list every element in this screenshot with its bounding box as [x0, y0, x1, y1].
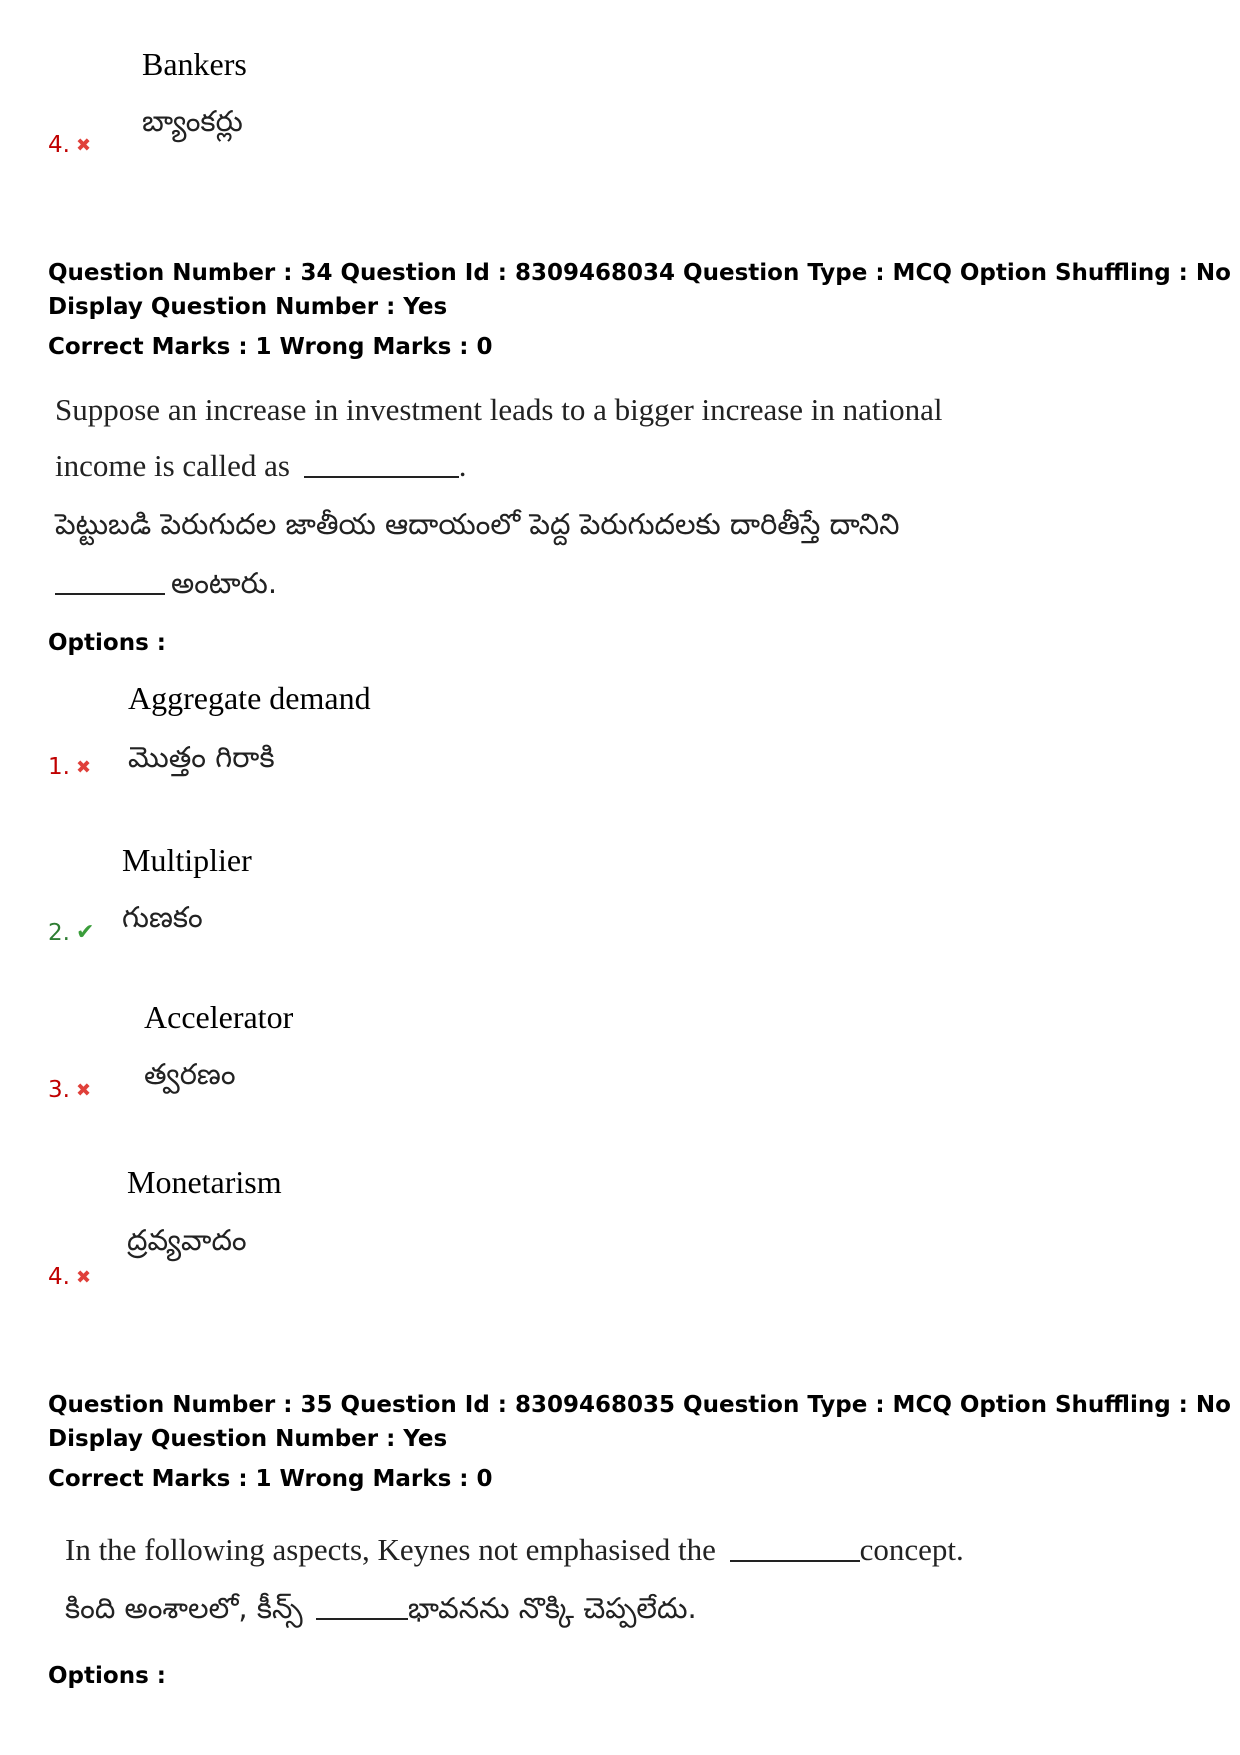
q35-text-en-before: In the following aspects, Keynes not emphasised the: [65, 1532, 716, 1567]
q34-text-en-line2-end: .: [458, 448, 467, 483]
cross-icon: ✖: [75, 1267, 92, 1288]
q34-options-label: Options :: [48, 630, 166, 656]
option-telugu: మొత్తం గిరాకి: [128, 740, 275, 774]
option-number-wrap: [48, 918, 94, 948]
option-number-wrap: [48, 1262, 94, 1293]
option-english: Aggregate demand: [128, 680, 371, 716]
q35-text-en-wrap: [65, 1530, 964, 1570]
answer-blank: [730, 1559, 860, 1562]
answer-blank: [304, 475, 459, 478]
q34-text-en-line2: income is called as: [55, 448, 290, 483]
q35-header-line1: Question Number : 35 Question Id : 8309468035 Question Type : MCQ Option Shuffling : No: [48, 1392, 1231, 1418]
answer-blank: [55, 592, 165, 595]
option-number: 3.: [48, 1077, 70, 1103]
prev-option-4-number: 4.: [48, 132, 70, 158]
q34-text-te-line1: పెట్టుబడి పెరుగుదల జాతీయ ఆదాయంలో పెద్ద పెరుగుదలకు దారితీస్తే దానిని: [55, 507, 900, 541]
q34-text-te-line2: అంటారు.: [171, 566, 278, 600]
q35-options-label: Options :: [48, 1663, 166, 1689]
q34-marks: Correct Marks : 1 Wrong Marks : 0: [48, 334, 493, 360]
q34-text-en-line2-wrap: [55, 446, 467, 486]
option-telugu: గుణకం: [122, 900, 203, 934]
option-number: 2.: [48, 920, 70, 946]
option-number-wrap: [48, 1075, 94, 1106]
q35-text-te-wrap: [65, 1588, 697, 1628]
q34-text-te-line2-wrap: [55, 563, 277, 603]
option-number-wrap: [48, 752, 94, 783]
q35-text-en-after: concept.: [859, 1532, 964, 1567]
prev-option-4-number-wrap: [48, 130, 94, 161]
q34-text-en-line1: Suppose an increase in investment leads to a bigger increase in national: [55, 392, 943, 427]
option-number: 1.: [48, 754, 70, 780]
answer-blank: [316, 1617, 408, 1620]
q35-text-te-before: కింది అంశాలలో, కీన్స్: [65, 1591, 303, 1625]
option-number: 4.: [48, 1264, 70, 1290]
option-telugu: ద్రవ్యవాదం: [127, 1223, 247, 1257]
option-telugu: త్వరణం: [144, 1057, 236, 1091]
cross-icon: ✖: [75, 135, 92, 156]
prev-option-4-telugu: బ్యాంకర్లు: [142, 104, 243, 138]
q35-text-te-after: భావనను నొక్కి చెప్పలేదు.: [407, 1591, 697, 1625]
q34-header-line1: Question Number : 34 Question Id : 8309468034 Question Type : MCQ Option Shuffling : No: [48, 260, 1231, 286]
prev-option-4-english: Bankers: [142, 46, 247, 82]
check-icon: ✔: [75, 920, 95, 945]
q35-header-line2: Display Question Number : Yes: [48, 1426, 448, 1452]
q35-marks: Correct Marks : 1 Wrong Marks : 0: [48, 1466, 493, 1492]
cross-icon: ✖: [75, 757, 92, 778]
option-english: Accelerator: [144, 999, 294, 1035]
q34-header-line2: Display Question Number : Yes: [48, 294, 448, 320]
option-english: Monetarism: [127, 1164, 282, 1200]
option-english: Multiplier: [122, 842, 252, 878]
cross-icon: ✖: [75, 1080, 92, 1101]
